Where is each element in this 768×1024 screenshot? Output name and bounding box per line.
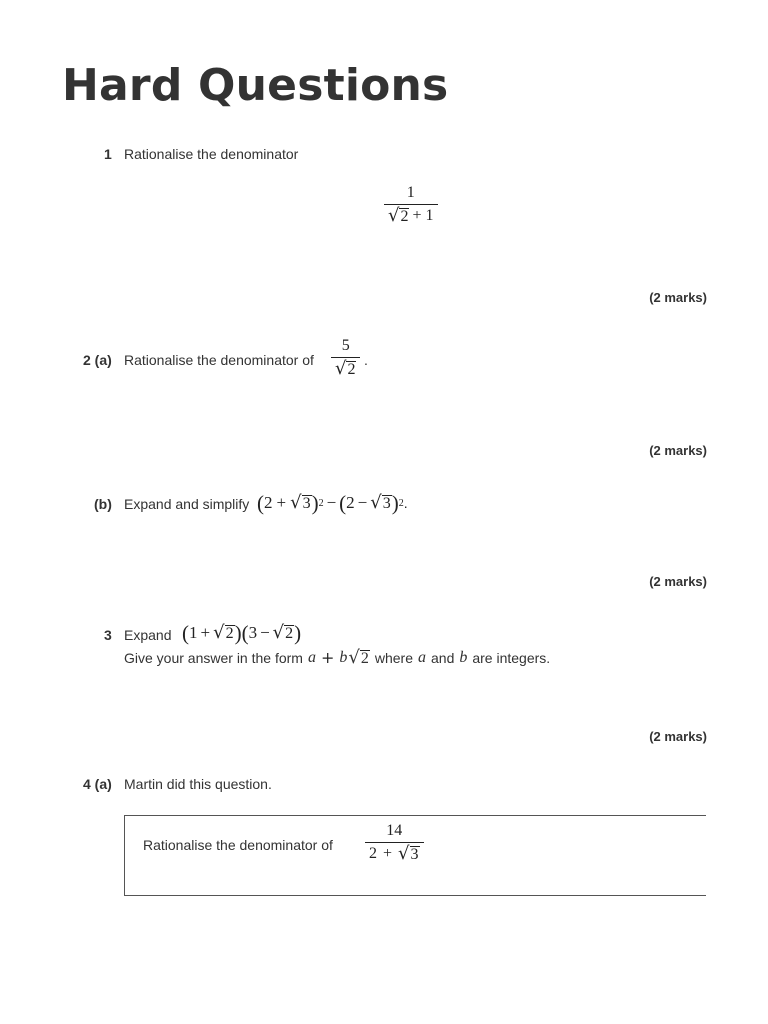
square-root <box>398 845 419 863</box>
term: 2 <box>264 493 273 512</box>
question-text: Rationalise the denominator <box>124 146 299 162</box>
fraction-numerator: 5 <box>341 337 350 354</box>
radicand: 3 <box>302 495 311 512</box>
marks-label: (2 marks) <box>649 443 707 458</box>
box-text: Rationalise the denominator of <box>143 837 333 853</box>
expand-expression <box>257 490 408 516</box>
question-text: Martin did this question. <box>124 776 272 792</box>
close-paren: ) <box>294 621 302 645</box>
expand-expression <box>182 620 301 646</box>
square-root <box>335 360 356 378</box>
answer-form-where: where <box>374 650 413 666</box>
square-root <box>213 624 234 642</box>
radical-sign-icon: √ <box>272 622 285 643</box>
square-root <box>273 624 294 642</box>
operator: − <box>326 493 337 512</box>
question-text: Expand <box>124 627 172 643</box>
square-root <box>290 494 311 512</box>
fraction-denominator <box>384 207 438 225</box>
radicand: 2 <box>400 208 409 225</box>
radicand: 2 <box>225 625 234 642</box>
operator: + <box>200 623 211 642</box>
radicand: 2 <box>360 650 369 667</box>
close-paren: ) <box>391 491 399 515</box>
square-root <box>370 494 391 512</box>
square-root <box>388 207 409 225</box>
operator: + <box>383 845 393 862</box>
marks-label: (2 marks) <box>649 574 707 589</box>
radical-sign-icon: √ <box>388 205 400 226</box>
question-number: 1 <box>104 146 112 162</box>
fraction-expression <box>384 184 438 225</box>
close-paren: ) <box>234 621 242 645</box>
radical-sign-icon: √ <box>348 647 360 668</box>
radical-sign-icon: √ <box>398 843 410 864</box>
question-number: (b) <box>94 496 112 512</box>
question-text: Rationalise the denominator of <box>124 352 314 368</box>
answer-form-and: and <box>431 650 455 666</box>
martin-question-box <box>124 815 706 896</box>
square-root <box>348 649 369 667</box>
term: 1 <box>189 623 198 642</box>
open-paren: ( <box>241 621 249 645</box>
radical-sign-icon: √ <box>290 492 302 513</box>
fraction-numerator: 14 <box>386 822 403 839</box>
open-paren: ( <box>339 491 347 515</box>
exponent: 2 <box>398 497 404 509</box>
radicand: 3 <box>382 495 391 512</box>
close-paren: ) <box>311 491 319 515</box>
fraction-denominator <box>365 845 424 863</box>
radical-sign-icon: √ <box>213 622 225 643</box>
radicand: 2 <box>347 361 356 378</box>
term: 2 <box>346 493 355 512</box>
operator: − <box>357 493 368 512</box>
variable-a: a <box>418 649 426 666</box>
fraction-bar <box>365 842 424 843</box>
exponent: 2 <box>318 497 324 509</box>
page-title: Hard Questions <box>62 60 449 111</box>
answer-form-suffix: are integers. <box>472 650 551 666</box>
fraction-expression <box>365 822 424 863</box>
trailing-period: . <box>403 495 408 511</box>
question-number: 2 (a) <box>83 352 112 368</box>
radicand: 2 <box>285 625 294 642</box>
open-paren: ( <box>257 491 264 515</box>
operator: − <box>260 623 270 642</box>
fraction-denominator <box>331 360 360 378</box>
variable-a: a <box>307 649 316 666</box>
open-paren: ( <box>182 621 189 645</box>
answer-form-prefix: Give your answer in the form <box>124 650 303 666</box>
question-text: Expand and simplify <box>124 496 250 512</box>
term: 3 <box>248 623 258 642</box>
marks-label: (2 marks) <box>649 729 707 744</box>
marks-label: (2 marks) <box>649 290 707 305</box>
operator: + <box>320 648 335 667</box>
operator: + <box>276 493 287 512</box>
fraction-expression <box>331 337 360 378</box>
radical-sign-icon: √ <box>335 358 347 379</box>
radicand: 3 <box>410 846 419 863</box>
variable-b: b <box>459 649 468 666</box>
trailing-period: . <box>364 352 368 368</box>
radical-sign-icon: √ <box>370 492 382 513</box>
question-number: 3 <box>104 627 112 643</box>
fraction-numerator: 1 <box>406 184 415 201</box>
answer-form-line <box>124 649 550 667</box>
question-number: 4 (a) <box>83 776 112 792</box>
term: 2 <box>369 845 377 862</box>
denominator-rest: + 1 <box>412 207 434 224</box>
variable-b: b <box>339 649 348 666</box>
